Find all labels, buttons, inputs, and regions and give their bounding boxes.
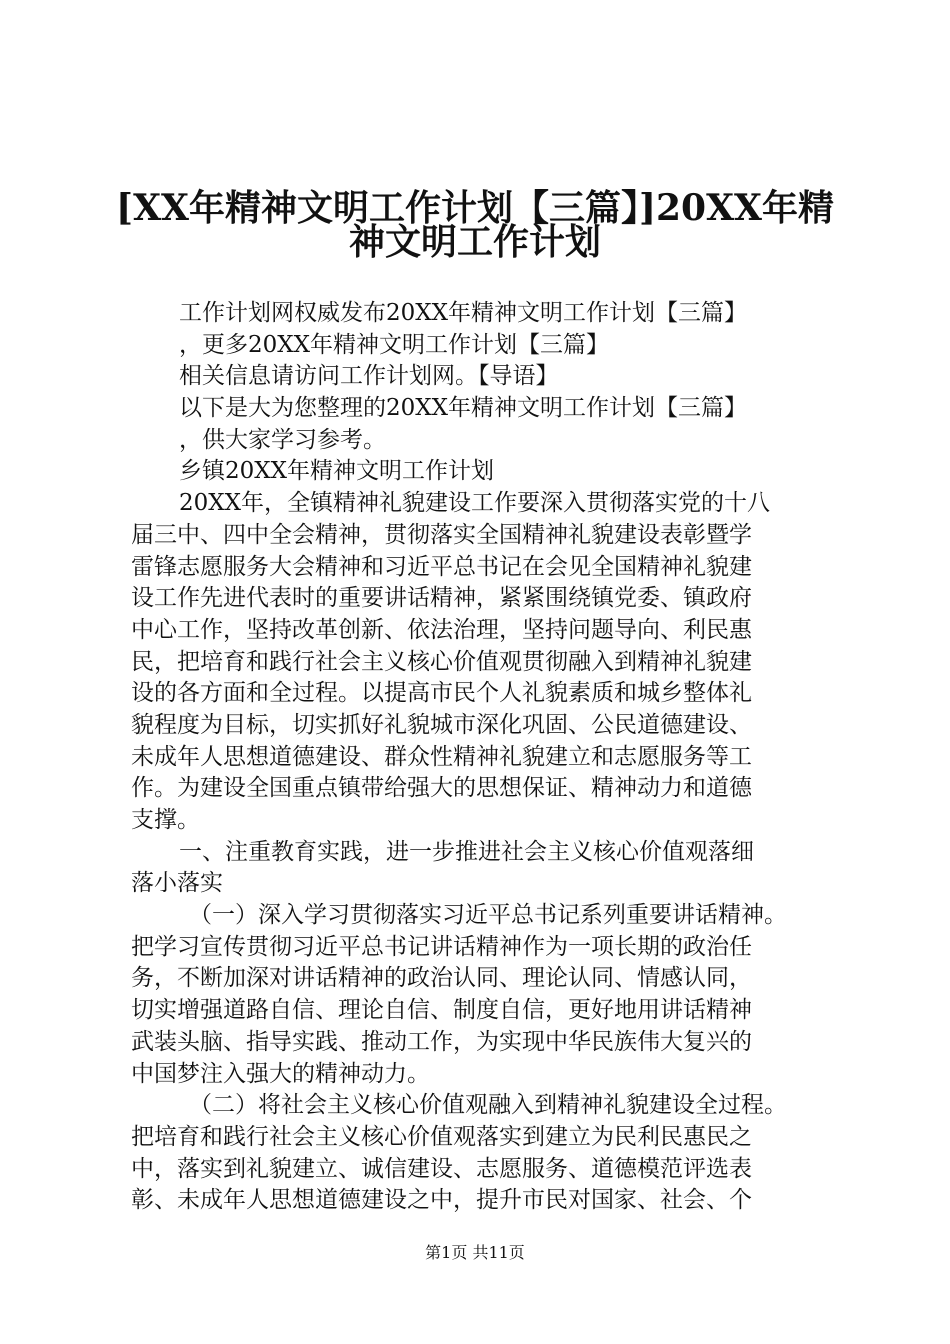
body-line: 中心工作，坚持改革创新、依法治理，坚持问题导向、利民惠 — [131, 616, 752, 643]
body-line: 一、注重教育实践，进一步推进社会主义核心价值观落细 — [179, 838, 754, 865]
body-line: 彰、未成年人思想道德建设之中，提升市民对国家、社会、个 — [131, 1187, 752, 1214]
body-line: 民，把培育和践行社会主义核心价值观贯彻融入到精神礼貌建 — [131, 648, 752, 675]
body-line: 切实增强道路自信、理论自信、制度自信，更好地用讲话精神 — [131, 997, 752, 1024]
body-line: 作。为建设全国重点镇带给强大的思想保证、精神动力和道德 — [131, 775, 752, 802]
body-line: 设的各方面和全过程。以提高市民个人礼貌素质和城乡整体礼 — [131, 680, 752, 707]
body-line: 务，不断加深对讲话精神的政治认同、理论认同、情感认同， — [131, 965, 752, 992]
document-body — [131, 298, 851, 1217]
body-line: （一）深入学习贯彻落实习近平总书记系列重要讲话精神。 — [189, 902, 787, 929]
body-line: 雷锋志愿服务大会精神和习近平总书记在会见全国精神礼貌建 — [131, 553, 752, 580]
body-line: （二）将社会主义核心价值观融入到精神礼貌建设全过程。 — [189, 1092, 787, 1119]
body-line: 中，落实到礼貌建立、诚信建设、志愿服务、道德模范评选表 — [131, 1155, 752, 1182]
body-line: 20XX年，全镇精神礼貌建设工作要深入贯彻落实党的十八 — [179, 490, 771, 517]
body-line: 武装头脑、指导实践、推动工作，为实现中华民族伟大复兴的 — [131, 1028, 752, 1055]
body-line: 相关信息请访问工作计划网。【导语】 — [179, 363, 559, 390]
body-line: 以下是大为您整理的20XX年精神文明工作计划【三篇】 — [179, 395, 748, 422]
body-line: 届三中、四中全会精神，贯彻落实全国精神礼貌建设表彰暨学 — [131, 521, 752, 548]
page-footer: 第1页 共11页 — [425, 1243, 525, 1262]
body-line: ，供大家学习参考。 — [179, 426, 386, 453]
body-line: 貌程度为目标，切实抓好礼貌城市深化巩固、公民道德建设、 — [131, 711, 752, 738]
body-line: 未成年人思想道德建设、群众性精神礼貌建立和志愿服务等工 — [131, 743, 752, 770]
body-line: 支撑。 — [131, 807, 200, 833]
body-line: 中国梦注入强大的精神动力。 — [131, 1060, 430, 1087]
body-line: 工作计划网权威发布20XX年精神文明工作计划【三篇】 — [179, 300, 748, 326]
body-line: 设工作先进代表时的重要讲话精神，紧紧围绕镇党委、镇政府 — [131, 585, 752, 612]
body-line: 乡镇20XX年精神文明工作计划 — [179, 458, 495, 485]
body-line: 把培育和践行社会主义核心价值观落实到建立为民利民惠民之 — [131, 1123, 752, 1150]
document-title-line-2: 神文明工作计划 — [348, 221, 601, 263]
body-line: ，更多20XX年精神文明工作计划【三篇】 — [179, 331, 610, 358]
document-title-line-1: [XX年精神文明工作计划【三篇】]20XX年精 — [116, 187, 834, 229]
body-line: 把学习宣传贯彻习近平总书记讲话精神作为一项长期的政治任 — [131, 933, 752, 960]
body-line: 落小落实 — [131, 870, 223, 897]
